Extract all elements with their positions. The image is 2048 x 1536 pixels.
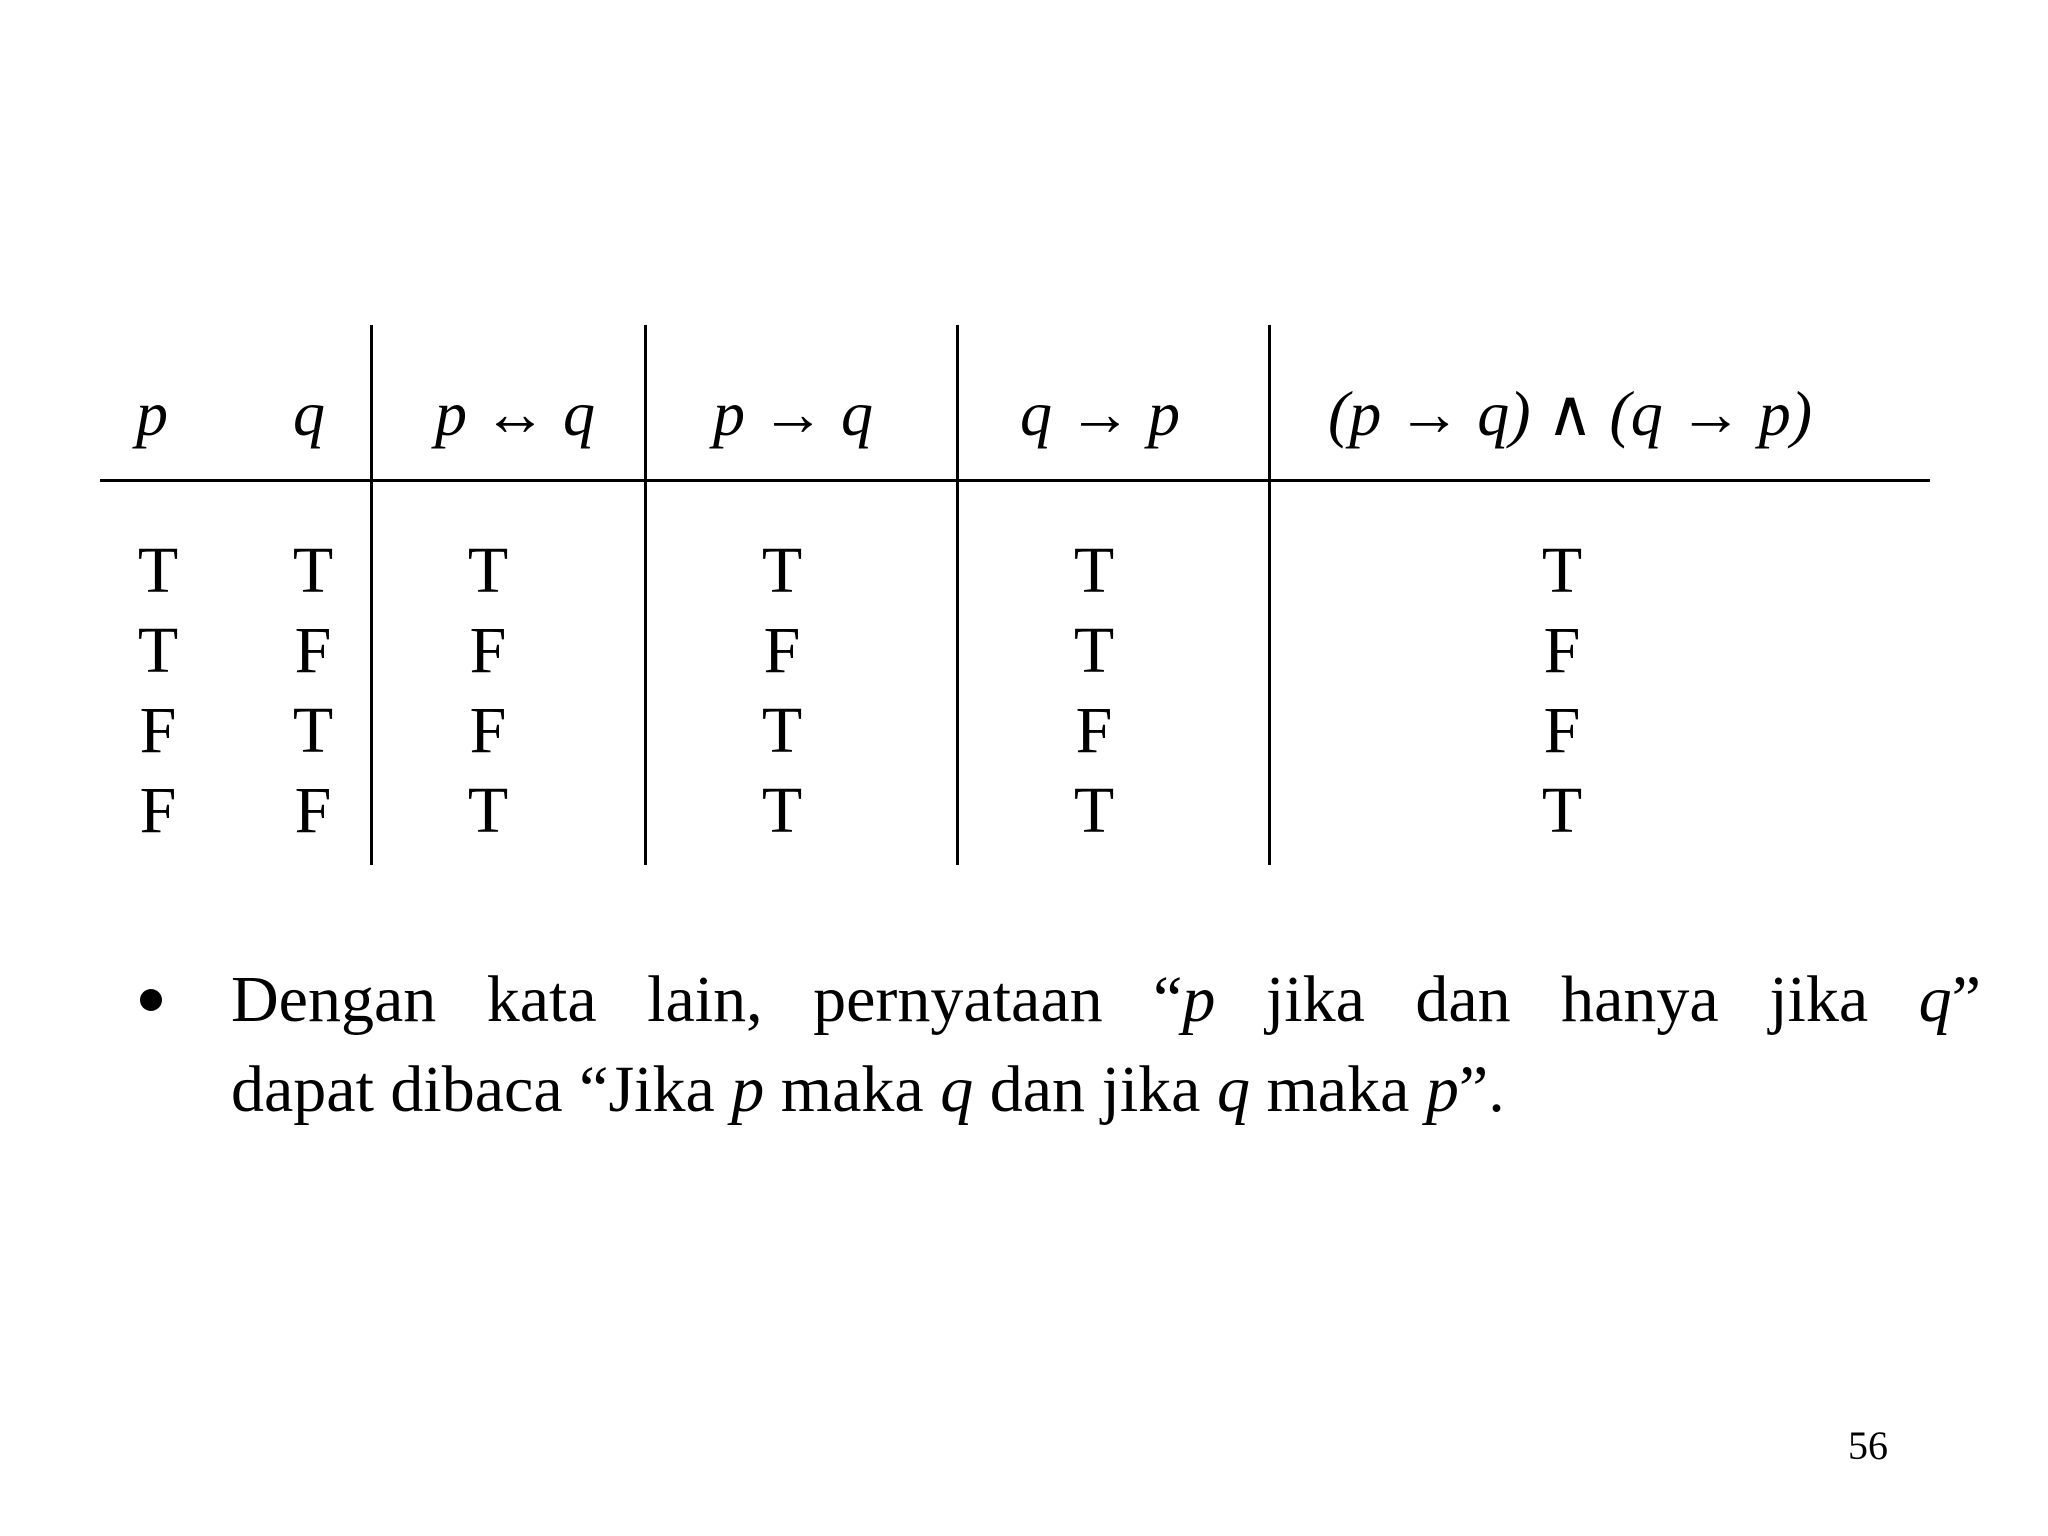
word: dan — [1415, 963, 1511, 1036]
table-cell: F — [294, 774, 332, 847]
header-biconditional: p ↔ q — [435, 378, 595, 449]
variable-p: p — [1182, 963, 1216, 1036]
close-quote: ” — [1951, 963, 1981, 1036]
header-p: p — [136, 378, 168, 449]
table-cell: T — [1073, 534, 1115, 607]
text-segment: maka — [1249, 1053, 1426, 1126]
column-divider-3 — [956, 325, 959, 865]
table-cell: F — [1543, 614, 1581, 687]
text-segment: maka — [764, 1053, 941, 1126]
word-group — [1153, 955, 1215, 1045]
text-segment: dan jika — [973, 1053, 1217, 1126]
table-cell: T — [292, 694, 334, 767]
table-cell: F — [469, 694, 507, 767]
word-group — [1919, 955, 1981, 1045]
bullet-text — [231, 955, 1981, 1135]
word: jika — [1769, 963, 1869, 1036]
text-segment: dapat dibaca “Jika — [231, 1053, 732, 1126]
table-cell: T — [467, 534, 509, 607]
word: hanya — [1561, 963, 1719, 1036]
header-q: q — [293, 378, 325, 449]
bullet-icon — [140, 989, 162, 1011]
table-cell: T — [1073, 614, 1115, 687]
variable-q: q — [1216, 1053, 1250, 1126]
column-divider-2 — [644, 325, 647, 865]
variable-q: q — [1918, 963, 1952, 1036]
table-cell: T — [1541, 534, 1583, 607]
table-cell: T — [137, 614, 179, 687]
page-number: 56 — [1848, 1423, 1888, 1468]
word: lain, — [647, 963, 763, 1036]
header-q-implies-p: q → p — [1020, 378, 1180, 449]
word: pernyataan — [813, 963, 1103, 1036]
table-cell: T — [761, 774, 803, 847]
word: jika — [1265, 963, 1365, 1036]
table-cell: T — [761, 534, 803, 607]
table-cell: F — [763, 614, 801, 687]
table-cell: T — [1073, 774, 1115, 847]
header-conjunction: (p → q) ∧ (q → p) — [1327, 378, 1813, 449]
table-cell: T — [1541, 774, 1583, 847]
table-cell: F — [1075, 694, 1113, 767]
text-segment: ”. — [1458, 1053, 1505, 1126]
table-cell: F — [469, 614, 507, 687]
table-cell: F — [139, 694, 177, 767]
bullet-line-1 — [231, 955, 1981, 1045]
variable-p: p — [1425, 1053, 1459, 1126]
variable-p: p — [731, 1053, 765, 1126]
column-divider-4 — [1268, 325, 1271, 865]
table-cell: T — [467, 774, 509, 847]
table-cell: F — [294, 614, 332, 687]
column-divider-1 — [370, 325, 373, 865]
table-cell: F — [1543, 694, 1581, 767]
table-cell: T — [292, 534, 334, 607]
header-divider — [100, 479, 1930, 482]
variable-q: q — [940, 1053, 974, 1126]
header-p-implies-q: p → q — [713, 378, 873, 449]
word: Dengan — [231, 963, 437, 1036]
table-cell: F — [139, 774, 177, 847]
open-quote: “ — [1153, 963, 1183, 1036]
table-cell: T — [137, 534, 179, 607]
word: kata — [486, 963, 597, 1036]
bullet-line-2 — [231, 1045, 1981, 1135]
table-cell: T — [761, 694, 803, 767]
